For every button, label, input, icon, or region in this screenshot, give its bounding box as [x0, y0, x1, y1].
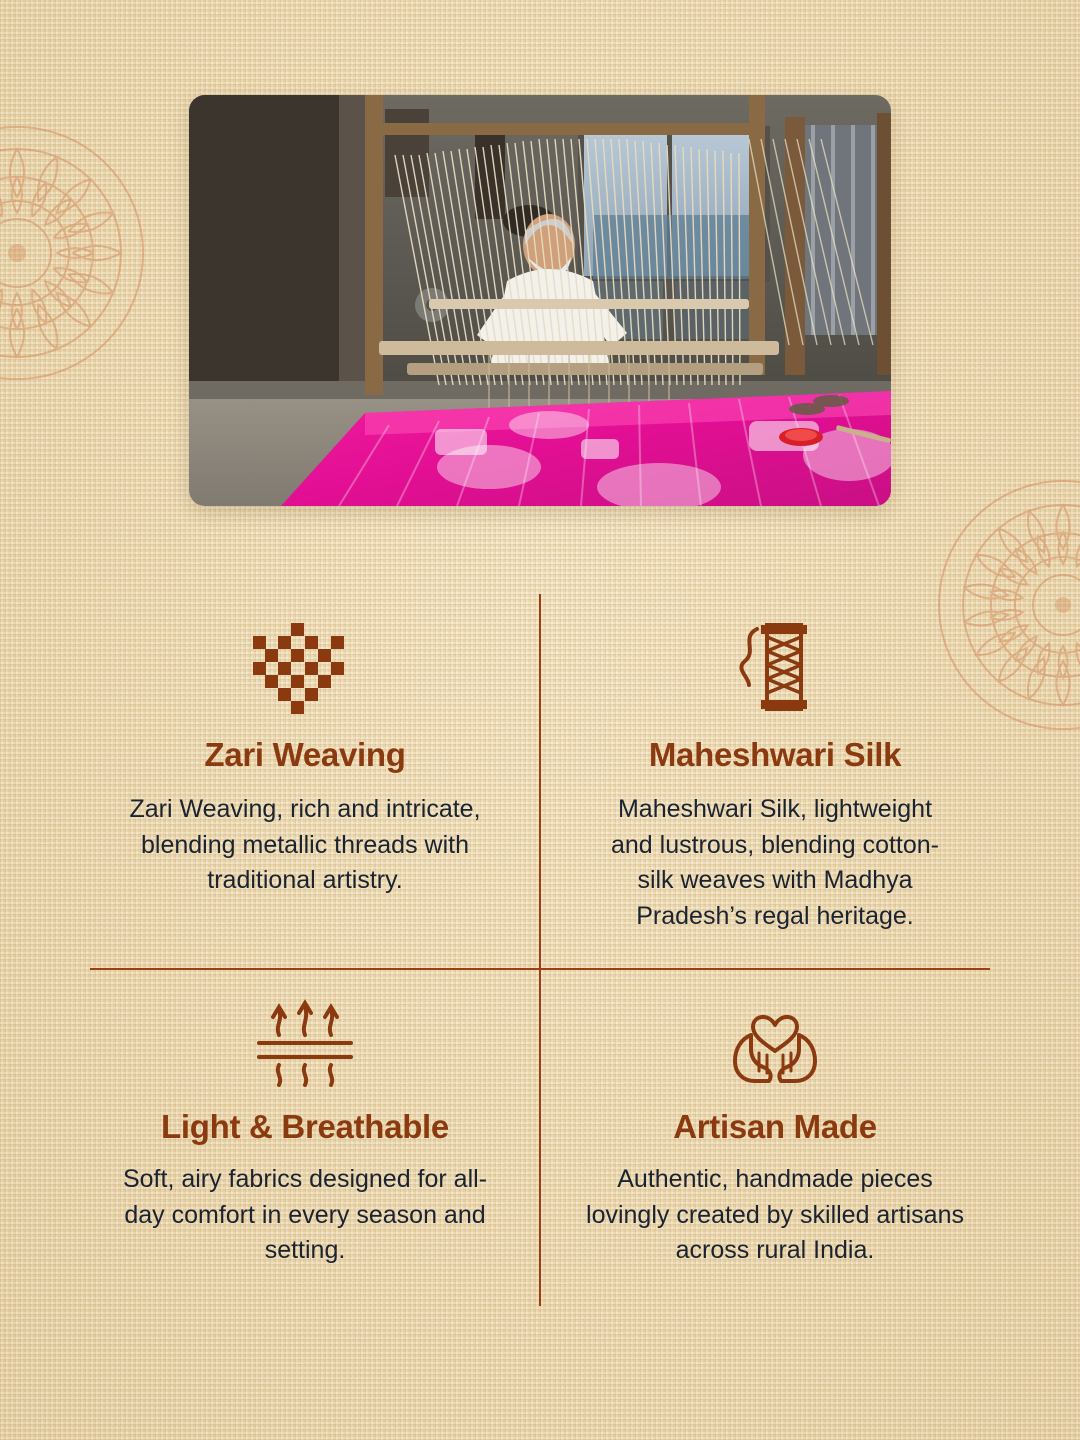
handloom-weaver-photo	[189, 95, 891, 506]
feature-card-zari-weaving	[90, 594, 540, 950]
hands-heart-icon	[725, 984, 825, 1094]
feature-description: Zari Weaving, rich and intricate, blending metallic threads with traditional artistry.	[129, 795, 481, 894]
feature-title: Light & Breathable	[161, 1108, 449, 1145]
feature-card-light-breathable	[90, 950, 540, 1306]
breathable-fabric-icon	[253, 984, 357, 1094]
feature-description: Soft, airy fabrics designed for all-day comfort in every season and setting.	[122, 1165, 488, 1264]
feature-description: Maheshwari Silk, lightweight and lustrous, blending cotton-silk weaves with Madhya Pradesh’s regal heritage.	[611, 795, 939, 930]
feature-description: Authentic, handmade pieces lovingly created by skilled artisans across rural India.	[586, 1165, 964, 1264]
vertical-divider	[539, 594, 541, 1306]
silk-spool-icon	[727, 612, 823, 722]
zari-weave-icon	[253, 612, 357, 722]
feature-title: Zari Weaving	[204, 736, 406, 773]
feature-card-maheshwari-silk	[540, 594, 990, 950]
horizontal-divider	[90, 968, 990, 970]
feature-title: Maheshwari Silk	[648, 736, 902, 773]
feature-title: Artisan Made	[673, 1108, 877, 1145]
feature-card-artisan-made	[540, 950, 990, 1306]
